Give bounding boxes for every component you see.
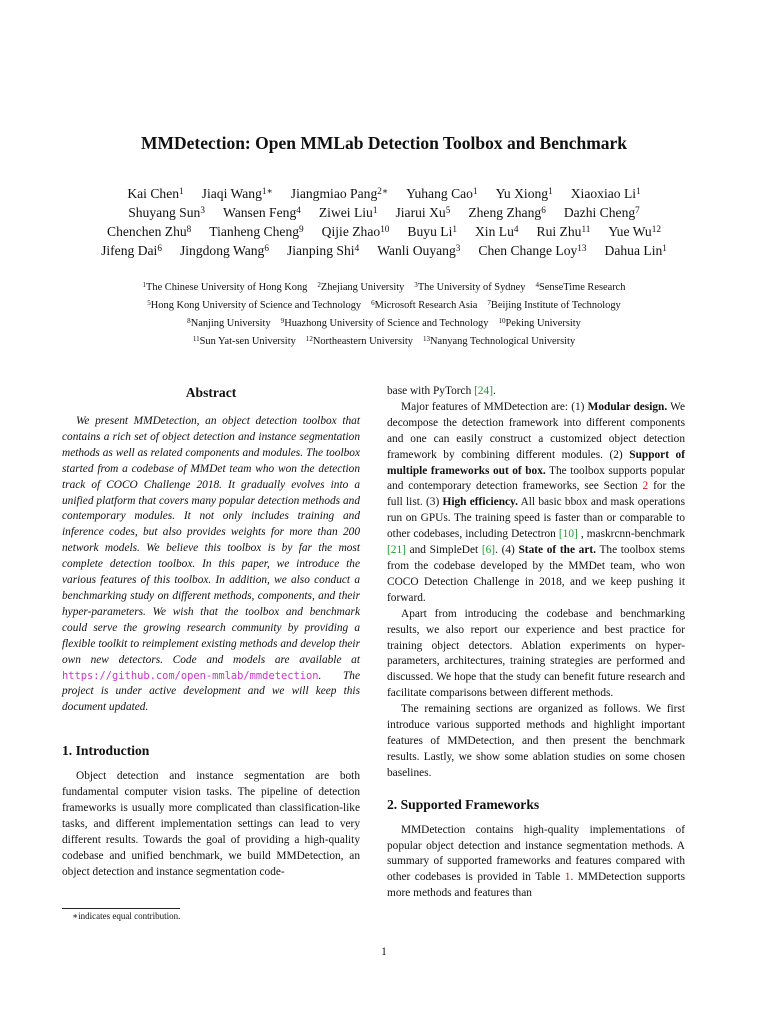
author-name: Yue Wu$^{12}$ (608, 223, 661, 239)
author-name: Jingdong Wang$^6$ (179, 242, 269, 258)
author-affiliation-mark: 9 (299, 223, 304, 234)
author-name: Kai Chen$^1$ (127, 185, 184, 201)
author-name: Chenchen Zhu$^8$ (107, 223, 192, 239)
affiliation: $^2$Zhejiang University (317, 280, 405, 293)
author-affiliation-mark: 7 (635, 204, 640, 215)
author-name: Wansen Feng$^4$ (222, 204, 301, 220)
affiliation: $^4$SenseTime Research (535, 280, 626, 293)
footnote-divider (62, 908, 180, 909)
author-line (40, 222, 728, 241)
organization-paragraph: The remaining sections are organized as follows. We first introduce various supported methods and highlight important features of MMDetection, and then present the benchmark results. Lastly, we show some ablation studies on some chosen baselines. (387, 703, 685, 779)
right-column (387, 384, 685, 902)
intro-paragraph: Object detection and instance segmentation are both fundamental computer vision tasks. The pipeline of detection frameworks is usually more complicated than classification-like tasks, and different implementation settings can lead to very different results. Towards the goal of providing a high-quality codebase and unified benchmark, we build MMDetection, an object detection and instance segmentation code- (62, 770, 360, 878)
author-name: Xiaoxiao Li$^1$ (570, 185, 641, 201)
paper-title: MMDetection: Open MMLab Detection Toolbox and Benchmark (140, 133, 628, 153)
features-paragraph: Major features of MMDetection are: (1) Modular design. We decompose the detection framework into different components and one can easily construct a customized object detection framework by combining different modules. (2) Support of multiple frameworks out of box. The toolbox supports popular and contemporary detection frameworks, see Section 2 for the full list. (3) High efficiency. All basic bbox and mask operations run on GPUs. The training speed is faster than or comparable to other codebases, including Detectron [10] , maskrcnn-benchmark [21] and SimpleDet [6]. (4) State of the art. The toolbox stems from the codebase developed by the MMDet team, who won COCO Detection Challenge in 2018, and we keep pushing it forward. (387, 400, 685, 604)
author-name: Jiaqi Wang$^{1∗}$ (201, 185, 273, 201)
citation-link[interactable]: [21] (387, 544, 406, 557)
author-affiliation-mark: 4 (513, 223, 519, 234)
author-name: Jifeng Dai$^6$ (101, 242, 162, 258)
author-affiliation-mark: 2∗ (377, 185, 389, 196)
intro-heading: 1. Introduction (62, 743, 150, 759)
author-affiliation-mark: 4 (296, 204, 301, 215)
author-affiliation-mark: 8 (186, 223, 192, 234)
author-name: Chen Change Loy$^{13}$ (478, 242, 587, 258)
affiliation: $^{12}$Northeastern University (305, 334, 413, 347)
author-affiliation-mark: 12 (651, 223, 661, 234)
affiliation: $^7$Beijing Institute of Technology (487, 298, 621, 311)
author-name: Shuyang Sun$^3$ (128, 204, 205, 220)
affiliation: $^1$The Chinese University of Hong Kong (142, 280, 308, 293)
experience-paragraph: Apart from introducing the codebase and benchmarking results, we also report our experience and best practice for training object detectors. Ablation experiments on hyper-parameters, architectures, training strategies are performed and discussed. We hope that the study can benefit future research and facilitate comparisons between different methods. (387, 607, 685, 700)
section-link[interactable]: 2 (642, 480, 649, 493)
affiliation: $^6$Microsoft Research Asia (371, 298, 478, 311)
author-name: Jiarui Xu$^5$ (395, 204, 451, 220)
affiliation: $^{13}$Nanyang Technological University (422, 334, 576, 347)
affiliation: $^8$Nanjing University (187, 316, 271, 329)
author-name: Zheng Zhang$^6$ (468, 204, 546, 220)
author-affiliation-mark: 3 (200, 204, 205, 215)
author-affiliation-mark: 6 (157, 242, 162, 253)
affiliation-line (40, 315, 728, 333)
author-affiliation-mark: 4 (354, 242, 360, 253)
author-affiliation-mark: 3 (455, 242, 461, 253)
affiliation-line (40, 297, 728, 315)
author-affiliation-mark: 1 (372, 204, 378, 215)
affiliation: $^3$The University of Sydney (414, 280, 526, 293)
affiliation: $^9$Huazhong University of Science and Technology (280, 316, 489, 329)
affiliation: $^{10}$Peking University (498, 316, 581, 329)
author-affiliation-mark: 13 (577, 242, 587, 253)
author-name: Qijie Zhao$^{10}$ (321, 223, 390, 239)
author-name: Dazhi Cheng$^7$ (563, 204, 640, 220)
author-affiliation-mark: 1∗ (261, 185, 273, 196)
affiliation-list (40, 279, 728, 351)
citation-link[interactable]: [6] (481, 544, 496, 557)
author-line (40, 184, 728, 203)
author-affiliation-mark: 1 (548, 185, 553, 196)
abstract-body: We present MMDetection, an object detection toolbox that contains a rich set of object detection and instance segmentation methods as well as related components and modules. The toolbox started from a codebase of MMDet team who won the detection track of COCO Challenge 2018. It gradually evolves into a unified platform that covers many popular detection methods and contemporary modules. It not only includes training and inference codes, but also provides weights for more than 200 network models. We believe this toolbox is by far the most complete detection toolbox. In this paper, we introduce the various features of this toolbox. In addition, we also conduct a benchmarking study on different methods, components, and their hyper-parameters. We wish that the toolbox and benchmark could serve the growing research community by providing a flexible toolkit to reimplement existing methods and develop their own new detectors. Code and models are available at (62, 415, 360, 666)
author-affiliation-mark: 10 (380, 223, 390, 234)
author-affiliation-mark: 6 (541, 204, 546, 215)
footnote: ∗indicates equal contribution. (72, 911, 181, 921)
table-link[interactable]: 1 (564, 871, 571, 884)
affiliation: $^5$Hong Kong University of Science and Technology (147, 298, 362, 311)
author-name: Dahua Lin$^1$ (604, 242, 667, 258)
author-line (40, 241, 728, 260)
author-affiliation-mark: 1 (472, 185, 478, 196)
author-name: Buyu Li$^1$ (407, 223, 457, 239)
author-affiliation-mark: 11 (581, 223, 591, 234)
page-number: 1 (381, 946, 387, 958)
author-affiliation-mark: 1 (452, 223, 457, 234)
author-affiliation-mark: 5 (445, 204, 451, 215)
author-name: Tianheng Cheng$^9$ (209, 223, 304, 239)
citation-link[interactable]: [10] (558, 528, 578, 541)
author-name: Xin Lu$^4$ (474, 223, 519, 239)
abstract-heading: Abstract (185, 385, 237, 400)
abstract-tail: . The project is under active development and we will keep this document updated. (62, 669, 360, 714)
author-name: Ziwei Liu$^1$ (318, 204, 378, 220)
author-affiliation-mark: 6 (264, 242, 269, 253)
author-name: Yuhang Cao$^1$ (406, 185, 478, 201)
author-name: Yu Xiong$^1$ (495, 185, 553, 201)
citation-link[interactable]: [24] (474, 385, 494, 397)
author-name: Jianping Shi$^4$ (286, 242, 360, 258)
abstract-text (62, 414, 360, 716)
supported-frameworks-paragraph: MMDetection contains high-quality implementations of popular object detection and instance segmentation methods. A summary of supported frameworks and features compared with other codebases is provided in Table 1. MMDetection supports more methods and features than (387, 823, 685, 900)
author-name: Rui Zhu$^{11}$ (536, 223, 591, 239)
code-url-link[interactable]: https://github.com/open-mmlab/mmdetection (62, 669, 319, 682)
affiliation-line (40, 333, 728, 351)
affiliation-line (40, 279, 728, 297)
supported-frameworks-heading: 2. Supported Frameworks (387, 796, 540, 812)
left-column (62, 384, 360, 881)
author-affiliation-mark: 1 (636, 185, 641, 196)
intro-continuation: base with PyTorch [24]. (387, 385, 496, 397)
author-line (40, 203, 728, 222)
author-list (40, 184, 728, 260)
author-name: Jiangmiao Pang$^{2∗}$ (290, 185, 389, 201)
author-affiliation-mark: 1 (662, 242, 667, 253)
affiliation: $^{11}$Sun Yat-sen University (192, 334, 296, 347)
author-name: Wanli Ouyang$^3$ (377, 242, 461, 258)
author-affiliation-mark: 1 (179, 185, 184, 196)
